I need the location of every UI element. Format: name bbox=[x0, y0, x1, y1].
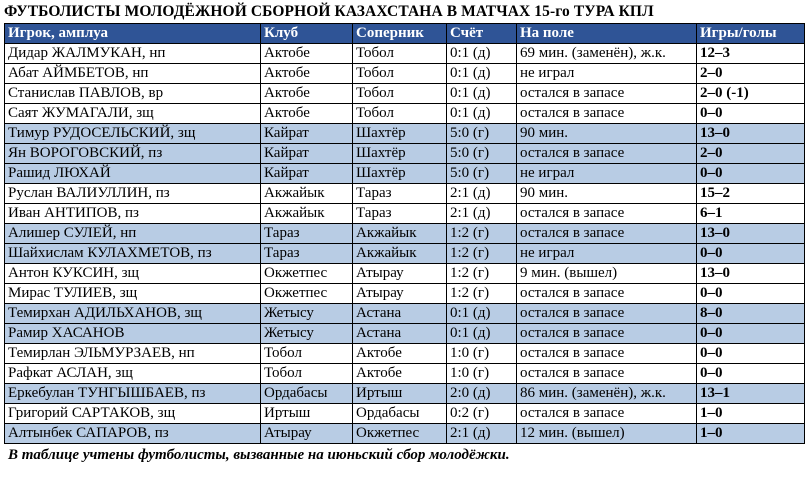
cell-field: остался в запасе bbox=[517, 404, 697, 424]
players-table bbox=[4, 23, 805, 444]
cell-games: 2–0 bbox=[697, 144, 805, 164]
table-row bbox=[5, 404, 805, 424]
header-field: На поле bbox=[517, 24, 697, 44]
cell-player: Еркебулан ТУНГЫШБАЕВ, пз bbox=[5, 384, 261, 404]
table-row bbox=[5, 64, 805, 84]
cell-score: 0:1 (д) bbox=[447, 304, 517, 324]
cell-player: Темирхан АДИЛЬХАНОВ, зщ bbox=[5, 304, 261, 324]
cell-field: 86 мин. (заменён), ж.к. bbox=[517, 384, 697, 404]
header-score: Счёт bbox=[447, 24, 517, 44]
cell-opponent: Тобол bbox=[353, 64, 447, 84]
cell-games: 13–0 bbox=[697, 224, 805, 244]
cell-score: 1:2 (г) bbox=[447, 284, 517, 304]
cell-player: Ян ВОРОГОВСКИЙ, пз bbox=[5, 144, 261, 164]
table-row bbox=[5, 264, 805, 284]
table-row bbox=[5, 364, 805, 384]
cell-club: Тобол bbox=[261, 344, 353, 364]
table-row bbox=[5, 424, 805, 444]
cell-player: Антон КУКСИН, зщ bbox=[5, 264, 261, 284]
cell-score: 0:1 (д) bbox=[447, 84, 517, 104]
cell-opponent: Тараз bbox=[353, 204, 447, 224]
table-row bbox=[5, 384, 805, 404]
cell-games: 0–0 bbox=[697, 364, 805, 384]
cell-player: Алтынбек САПАРОВ, пз bbox=[5, 424, 261, 444]
cell-score: 2:1 (д) bbox=[447, 424, 517, 444]
cell-opponent: Астана bbox=[353, 324, 447, 344]
cell-player: Рашид ЛЮХАЙ bbox=[5, 164, 261, 184]
cell-club: Актобе bbox=[261, 84, 353, 104]
cell-score: 2:1 (д) bbox=[447, 184, 517, 204]
cell-club: Акжайык bbox=[261, 204, 353, 224]
cell-opponent: Шахтёр bbox=[353, 124, 447, 144]
table-row bbox=[5, 164, 805, 184]
cell-score: 1:0 (г) bbox=[447, 344, 517, 364]
cell-opponent: Акжайык bbox=[353, 224, 447, 244]
cell-opponent: Тобол bbox=[353, 44, 447, 64]
cell-player: Темирлан ЭЛЬМУРЗАЕВ, нп bbox=[5, 344, 261, 364]
cell-field: 69 мин. (заменён), ж.к. bbox=[517, 44, 697, 64]
cell-games: 13–1 bbox=[697, 384, 805, 404]
table-row bbox=[5, 144, 805, 164]
cell-player: Григорий САРТАКОВ, зщ bbox=[5, 404, 261, 424]
cell-games: 13–0 bbox=[697, 124, 805, 144]
table-row bbox=[5, 124, 805, 144]
cell-field: остался в запасе bbox=[517, 204, 697, 224]
cell-field: не играл bbox=[517, 244, 697, 264]
cell-opponent: Тобол bbox=[353, 104, 447, 124]
table-row bbox=[5, 224, 805, 244]
cell-field: остался в запасе bbox=[517, 144, 697, 164]
cell-field: остался в запасе bbox=[517, 224, 697, 244]
cell-player: Рафкат АСЛАН, зщ bbox=[5, 364, 261, 384]
cell-field: остался в запасе bbox=[517, 344, 697, 364]
table-row bbox=[5, 84, 805, 104]
cell-club: Окжетпес bbox=[261, 264, 353, 284]
cell-games: 0–0 bbox=[697, 244, 805, 264]
table-row bbox=[5, 304, 805, 324]
table-row bbox=[5, 104, 805, 124]
cell-score: 0:1 (д) bbox=[447, 104, 517, 124]
table-row bbox=[5, 204, 805, 224]
cell-games: 15–2 bbox=[697, 184, 805, 204]
cell-club: Актобе bbox=[261, 104, 353, 124]
table-header-row bbox=[5, 24, 805, 44]
cell-opponent: Атырау bbox=[353, 284, 447, 304]
cell-score: 5:0 (г) bbox=[447, 144, 517, 164]
table-row bbox=[5, 284, 805, 304]
cell-field: остался в запасе bbox=[517, 324, 697, 344]
cell-opponent: Тобол bbox=[353, 84, 447, 104]
cell-player: Рамир ХАСАНОВ bbox=[5, 324, 261, 344]
cell-club: Жетысу bbox=[261, 324, 353, 344]
header-opponent: Соперник bbox=[353, 24, 447, 44]
cell-player: Саят ЖУМАГАЛИ, зщ bbox=[5, 104, 261, 124]
cell-opponent: Шахтёр bbox=[353, 164, 447, 184]
cell-score: 0:1 (д) bbox=[447, 64, 517, 84]
cell-field: остался в запасе bbox=[517, 284, 697, 304]
page-title: ФУТБОЛИСТЫ МОЛОДЁЖНОЙ СБОРНОЙ КАЗАХСТАНА В МАТЧАХ 15-го ТУРА КПЛ bbox=[4, 3, 654, 20]
cell-score: 1:2 (г) bbox=[447, 264, 517, 284]
cell-player: Станислав ПАВЛОВ, вр bbox=[5, 84, 261, 104]
cell-field: 9 мин. (вышел) bbox=[517, 264, 697, 284]
cell-games: 6–1 bbox=[697, 204, 805, 224]
cell-opponent: Актобе bbox=[353, 364, 447, 384]
cell-opponent: Астана bbox=[353, 304, 447, 324]
cell-opponent: Актобе bbox=[353, 344, 447, 364]
cell-field: 90 мин. bbox=[517, 184, 697, 204]
cell-games: 1–0 bbox=[697, 424, 805, 444]
cell-opponent: Акжайык bbox=[353, 244, 447, 264]
cell-club: Жетысу bbox=[261, 304, 353, 324]
cell-games: 1–0 bbox=[697, 404, 805, 424]
cell-player: Дидар ЖАЛМУКАН, нп bbox=[5, 44, 261, 64]
cell-field: 12 мин. (вышел) bbox=[517, 424, 697, 444]
cell-player: Иван АНТИПОВ, пз bbox=[5, 204, 261, 224]
cell-games: 12–3 bbox=[697, 44, 805, 64]
header-games: Игры/голы bbox=[697, 24, 805, 44]
cell-club: Ордабасы bbox=[261, 384, 353, 404]
cell-score: 2:1 (д) bbox=[447, 204, 517, 224]
cell-field: 90 мин. bbox=[517, 124, 697, 144]
cell-field: остался в запасе bbox=[517, 304, 697, 324]
cell-club: Актобе bbox=[261, 44, 353, 64]
cell-club: Иртыш bbox=[261, 404, 353, 424]
cell-club: Окжетпес bbox=[261, 284, 353, 304]
cell-player: Мирас ТУЛИЕВ, зщ bbox=[5, 284, 261, 304]
cell-games: 13–0 bbox=[697, 264, 805, 284]
cell-player: Тимур РУДОСЕЛЬСКИЙ, зщ bbox=[5, 124, 261, 144]
cell-score: 1:0 (г) bbox=[447, 364, 517, 384]
cell-field: остался в запасе bbox=[517, 364, 697, 384]
cell-score: 1:2 (г) bbox=[447, 244, 517, 264]
cell-score: 0:1 (д) bbox=[447, 324, 517, 344]
cell-club: Тобол bbox=[261, 364, 353, 384]
header-player: Игрок, амплуа bbox=[5, 24, 261, 44]
cell-games: 2–0 (-1) bbox=[697, 84, 805, 104]
cell-score: 5:0 (г) bbox=[447, 164, 517, 184]
cell-player: Алишер СУЛЕЙ, нп bbox=[5, 224, 261, 244]
cell-games: 0–0 bbox=[697, 284, 805, 304]
cell-club: Акжайык bbox=[261, 184, 353, 204]
table-row bbox=[5, 324, 805, 344]
cell-club: Тараз bbox=[261, 244, 353, 264]
table-row bbox=[5, 244, 805, 264]
cell-opponent: Ордабасы bbox=[353, 404, 447, 424]
cell-opponent: Окжетпес bbox=[353, 424, 447, 444]
table-row bbox=[5, 344, 805, 364]
cell-field: остался в запасе bbox=[517, 84, 697, 104]
cell-field: не играл bbox=[517, 164, 697, 184]
cell-opponent: Тараз bbox=[353, 184, 447, 204]
cell-score: 1:2 (г) bbox=[447, 224, 517, 244]
cell-games: 0–0 bbox=[697, 104, 805, 124]
cell-games: 8–0 bbox=[697, 304, 805, 324]
cell-player: Руслан ВАЛИУЛЛИН, пз bbox=[5, 184, 261, 204]
cell-opponent: Иртыш bbox=[353, 384, 447, 404]
header-club: Клуб bbox=[261, 24, 353, 44]
cell-score: 0:2 (г) bbox=[447, 404, 517, 424]
cell-score: 5:0 (г) bbox=[447, 124, 517, 144]
cell-opponent: Шахтёр bbox=[353, 144, 447, 164]
cell-score: 0:1 (д) bbox=[447, 44, 517, 64]
cell-field: не играл bbox=[517, 64, 697, 84]
cell-club: Кайрат bbox=[261, 144, 353, 164]
cell-games: 2–0 bbox=[697, 64, 805, 84]
cell-club: Актобе bbox=[261, 64, 353, 84]
cell-club: Тараз bbox=[261, 224, 353, 244]
cell-player: Абат АЙМБЕТОВ, нп bbox=[5, 64, 261, 84]
cell-opponent: Атырау bbox=[353, 264, 447, 284]
table-row bbox=[5, 44, 805, 64]
cell-club: Атырау bbox=[261, 424, 353, 444]
cell-score: 2:0 (д) bbox=[447, 384, 517, 404]
cell-games: 0–0 bbox=[697, 324, 805, 344]
cell-field: остался в запасе bbox=[517, 104, 697, 124]
cell-club: Кайрат bbox=[261, 124, 353, 144]
cell-games: 0–0 bbox=[697, 344, 805, 364]
cell-player: Шайхислам КУЛАХМЕТОВ, пз bbox=[5, 244, 261, 264]
cell-games: 0–0 bbox=[697, 164, 805, 184]
cell-club: Кайрат bbox=[261, 164, 353, 184]
table-row bbox=[5, 184, 805, 204]
footnote: В таблице учтены футболисты, вызванные на июньский сбор молодёжки. bbox=[8, 447, 510, 463]
